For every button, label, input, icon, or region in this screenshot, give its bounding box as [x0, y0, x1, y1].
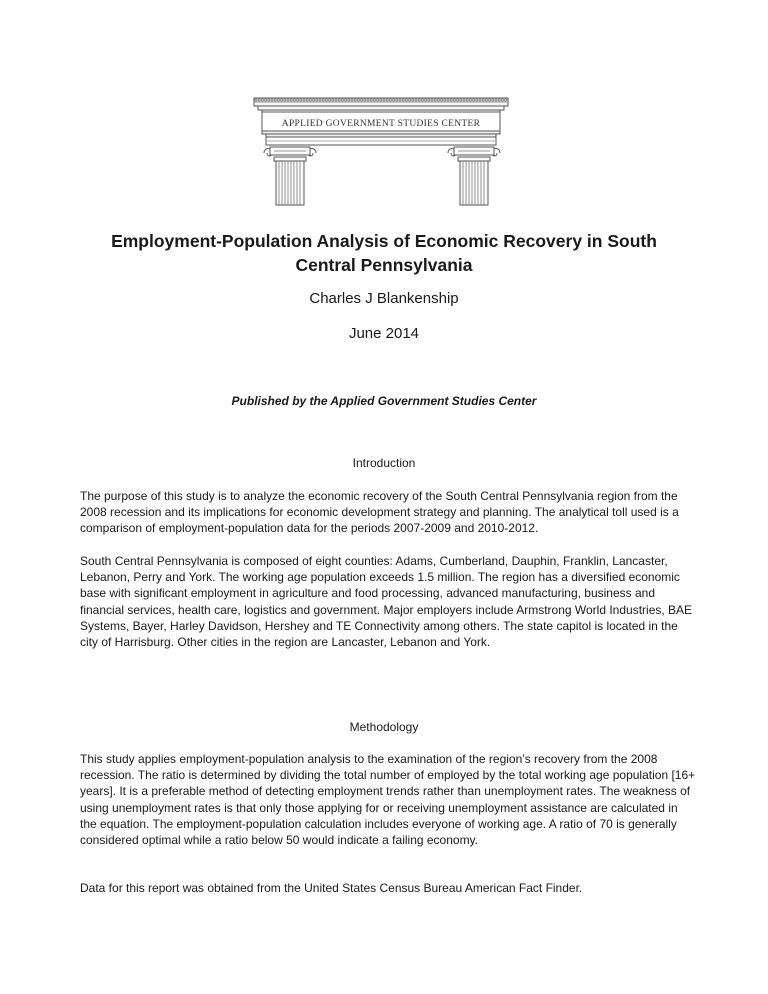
introduction-paragraph-1: The purpose of this study is to analyze the economic recovery of the South Central Pennsylvania region from the 2008 recession and its implications for economic development strategy and planning. The analytical toll used is a comparison of employment-population data for the periods 2007-2009 and 2010-2012. [80, 489, 679, 536]
methodology-paragraph-2: Data for this report was obtained from the United States Census Bureau American Fact Finder. [80, 881, 583, 895]
publication-date: June 2014 [348, 325, 420, 342]
publisher-line: Published by the Applied Government Studies Center [231, 394, 537, 408]
center-logo [252, 95, 510, 212]
logo-text: APPLIED GOVERNMENT STUDIES CENTER [281, 119, 481, 129]
document-title: Employment-Population Analysis of Economic Recovery in South Central Pennsylvania [111, 231, 657, 275]
author-name: Charles J Blankenship [309, 290, 459, 307]
methodology-paragraph-1: This study applies employment-population analysis to the examination of the region’s recovery from the 2008 recession. The ratio is determined by dividing the total number of employed by the total working age population [16+ years]. It is a preferable method of detecting employment trends rather than unemployment rates. The weakness of using unemployment rates is that only those applying for or receiving unemployment assistance are calculated in the equation. The employment-population calculation includes everyone of working age. A ratio of 70 is generally considered optimal while a ratio below 50 would indicate a failing economy. [80, 752, 696, 848]
introduction-heading: Introduction [352, 456, 416, 470]
methodology-heading: Methodology [349, 720, 419, 734]
introduction-paragraph-2: South Central Pennsylvania is composed of eight counties: Adams, Cumberland, Dauphin, Franklin, Lancaster, Lebanon, Perry and York. The working age population exceeds 1.5 million. The region has a diversified economic base with significant employment in agriculture and food processing, advanced manufacturing, business and financial services, health care, logistics and government. Major employers include Armstrong World Industries, BAE Systems, Bayer, Harley Davidson, Hershey and TE Connectivity among others. The state capitol is located in the city of Harrisburg. Other cities in the region are Lancaster, Lebanon and York. [80, 554, 693, 650]
